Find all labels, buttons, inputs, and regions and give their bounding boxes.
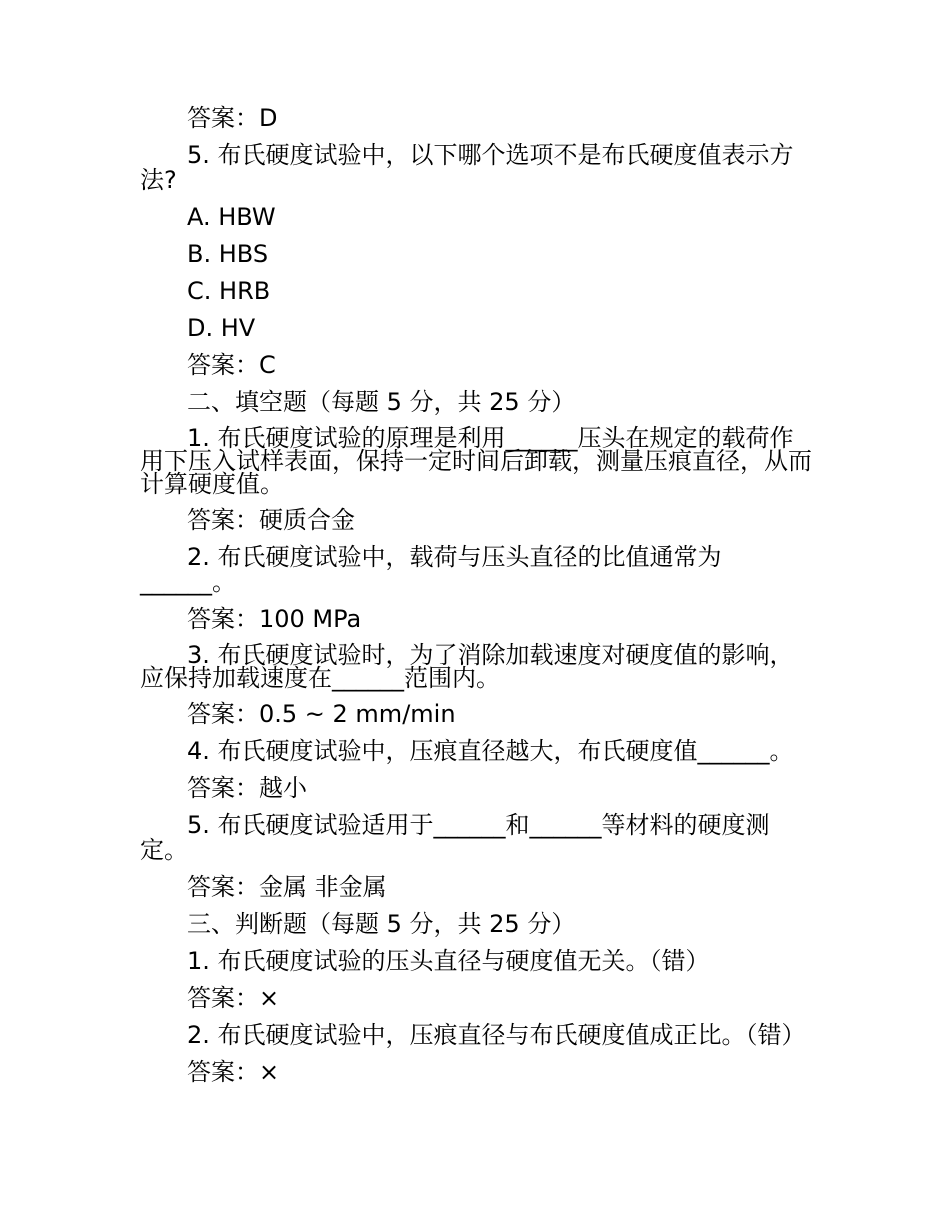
answer-line: 答案：硬质合金 [187, 506, 355, 534]
option-c: C. HRB [187, 277, 271, 305]
answer-line: 答案：越小 [187, 774, 307, 802]
answer-line: 答案：× [187, 1058, 280, 1086]
answer-line: 答案：100 MPa [187, 605, 362, 633]
question-text: 5. 布氏硬度试验适用于______和______等材料的硬度测定。 [140, 811, 770, 864]
option-a: A. HBW [187, 203, 276, 231]
answer-line: 答案：C [187, 351, 276, 379]
option-d: D. HV [187, 314, 256, 342]
question-text: 3. 布氏硬度试验时，为了消除加载速度对硬度值的影响，应保持加载速度在______范围内。 [140, 641, 794, 692]
question-text: 4. 布氏硬度试验中，压痕直径越大，布氏硬度值______。 [187, 737, 794, 765]
section-heading: 二、填空题（每题 5 分，共 25 分） [187, 388, 576, 416]
answer-line: 答案：0.5 ~ 2 mm/min [187, 700, 456, 728]
answer-line: 答案：金属 非金属 [187, 873, 387, 901]
question-text: 2. 布氏硬度试验中，载荷与压头直径的比值通常为______。 [140, 543, 722, 596]
section-heading: 三、判断题（每题 5 分，共 25 分） [187, 910, 576, 938]
question-text: 5. 布氏硬度试验中，以下哪个选项不是布氏硬度值表示方法? [140, 141, 794, 194]
option-b: B. HBS [187, 240, 269, 268]
answer-line: 答案：× [187, 984, 280, 1012]
question-text: 1. 布氏硬度试验的原理是利用______压头在规定的载荷作用下压入试样表面，保持一定时间后卸载，测量压痕直径，从而计算硬度值。 [140, 424, 812, 498]
question-text: 2. 布氏硬度试验中，压痕直径与布氏硬度值成正比。（错） [187, 1021, 806, 1049]
question-text: 1. 布氏硬度试验的压头直径与硬度值无关。（错） [187, 947, 710, 975]
document-page [140, 100, 812, 1091]
answer-line: 答案：D [187, 104, 278, 132]
